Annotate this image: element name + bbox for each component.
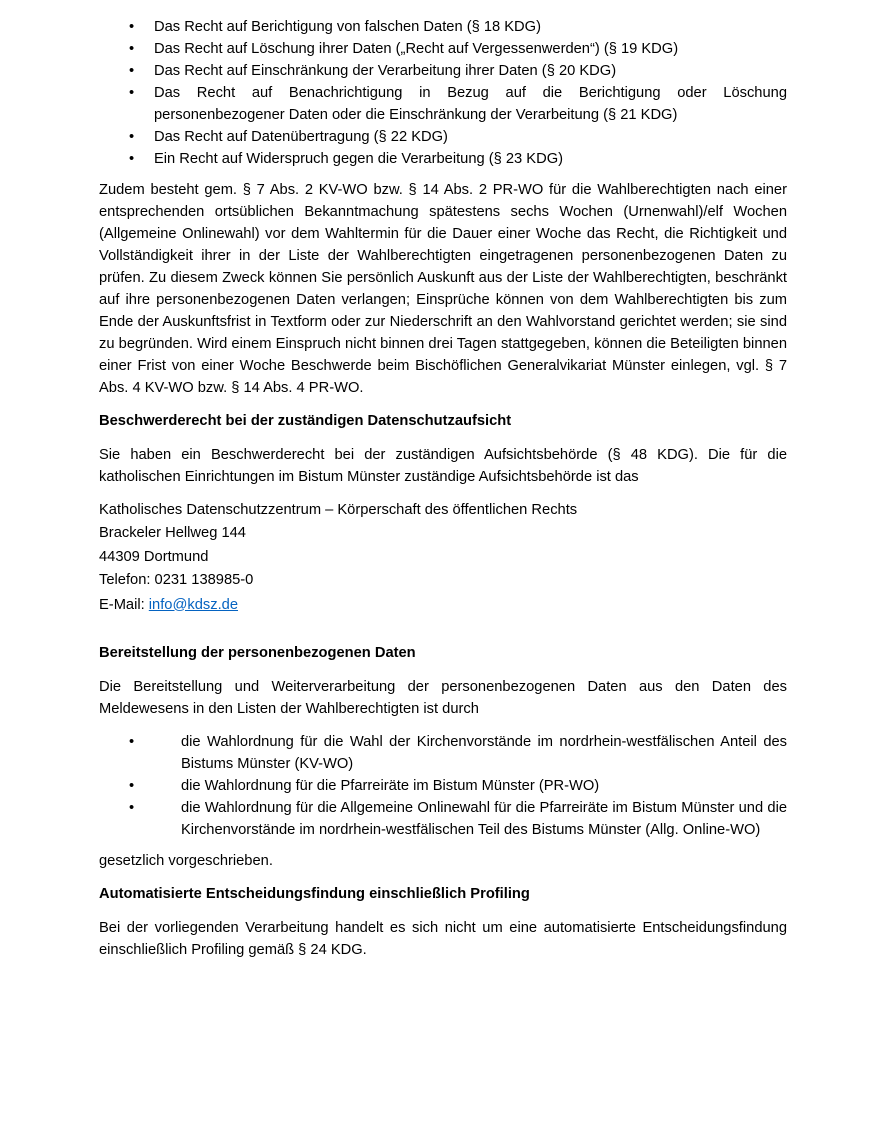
list-item: • Das Recht auf Einschränkung der Verarbeitung ihrer Daten (§ 20 KDG) xyxy=(99,60,787,82)
paragraph-gesetzlich: gesetzlich vorgeschrieben. xyxy=(99,853,273,870)
list-item: • die Wahlordnung für die Wahl der Kirchenvorstände im nordrhein-westfälischen Anteil des Bistums Münster (KV-WO) xyxy=(99,731,787,775)
paragraph-bereitstellung: Die Bereitstellung und Weiterverarbeitung der personenbezogenen Daten aus den Daten des Meldewesens in den Listen der Wahlberechtigten ist durch xyxy=(99,679,787,718)
list-item: • Das Recht auf Löschung ihrer Daten („Recht auf Vergessenwerden“) (§ 19 KDG) xyxy=(99,38,787,60)
email-line xyxy=(99,594,787,617)
address-line-organization: Katholisches Datenschutzzentrum – Körperschaft des öffentlichen Rechts xyxy=(99,502,578,518)
heading-profiling: Automatisierte Entscheidungsfindung einschließlich Profiling xyxy=(99,886,530,903)
address-block xyxy=(99,499,787,617)
address-line-phone: Telefon: 0231 138985-0 xyxy=(99,572,254,589)
paragraph-einsichtsrecht: Zudem besteht gem. § 7 Abs. 2 KV-WO bzw. § 14 Abs. 2 PR-WO für die Wahlberechtigten nach einer entsprechenden ortsüblichen Bekanntmachung spätestens sechs Wochen (Urnenwahl)/elf Wochen (Allgemeine Onlinewahl) vor dem Wahltermin für die Dauer einer Woche das Recht, die Richtigkeit und Vollständigkeit ihrer in der Liste der Wahlberechtigten eingetragenen personenbezogenen Daten zu prüfen. Zu diesem Zweck können Sie persönlich Auskunft aus der Liste der Wahlberechtigten, beschränkt auf ihre personenbezogenen Daten verlangen; Einsprüche können von dem Wahlberechtigten bis zum Ende der Auskunftsfrist in Textform oder zur Niederschrift an den Wahlvorstand gerichtet werden; sie sind zu begründen. Wird einem Einspruch nicht binnen drei Tagen stattgegeben, können die Beteiligten binnen einer Frist von einer Woche Beschwerde beim Bischöflichen Generalvikariat Münster einlegen, vgl. § 7 Abs. 4 KV-WO bzw. § 14 Abs. 4 PR-WO. xyxy=(99,182,787,396)
rights-list xyxy=(99,16,787,170)
address-line-city: 44309 Dortmund xyxy=(99,548,209,565)
list-item: • die Wahlordnung für die Pfarreiräte im Bistum Münster (PR-WO) xyxy=(99,775,787,797)
list-item: • Das Recht auf Datenübertragung (§ 22 KDG) xyxy=(99,126,787,148)
list-item: • Das Recht auf Benachrichtigung in Bezug auf die Berichtigung oder Löschung personenbezogener Daten oder die Einschränkung der Verarbeitung (§ 21 KDG) xyxy=(99,82,787,126)
email-link[interactable]: info@kdsz.de xyxy=(148,596,239,613)
list-item: • Ein Recht auf Widerspruch gegen die Verarbeitung (§ 23 KDG) xyxy=(99,148,787,170)
paragraph-profiling: Bei der vorliegenden Verarbeitung handelt es sich nicht um eine automatisierte Entscheidungsfindung einschließlich Profiling gemäß § 24 KDG. xyxy=(99,920,787,959)
list-item: • die Wahlordnung für die Allgemeine Onlinewahl für die Pfarreiräte im Bistum Münster und die Kirchenvorstände im nordrhein-westfälischen Teil des Bistums Münster (Allg. Online-WO) xyxy=(99,797,787,841)
list-item: • Das Recht auf Berichtigung von falschen Daten (§ 18 KDG) xyxy=(99,16,787,38)
email-label: E-Mail: xyxy=(99,596,145,613)
wahlordnungen-list xyxy=(99,731,787,841)
address-line-street: Brackeler Hellweg 144 xyxy=(99,525,246,542)
paragraph-beschwerderecht: Sie haben ein Beschwerderecht bei der zuständigen Aufsichtsbehörde (§ 48 KDG). Die für die katholischen Einrichtungen im Bistum Münster zuständige Aufsichtsbehörde ist das xyxy=(99,447,787,485)
heading-bereitstellung: Bereitstellung der personenbezogenen Daten xyxy=(99,645,416,662)
heading-beschwerderecht: Beschwerderecht bei der zuständigen Datenschutzaufsicht xyxy=(99,413,512,429)
